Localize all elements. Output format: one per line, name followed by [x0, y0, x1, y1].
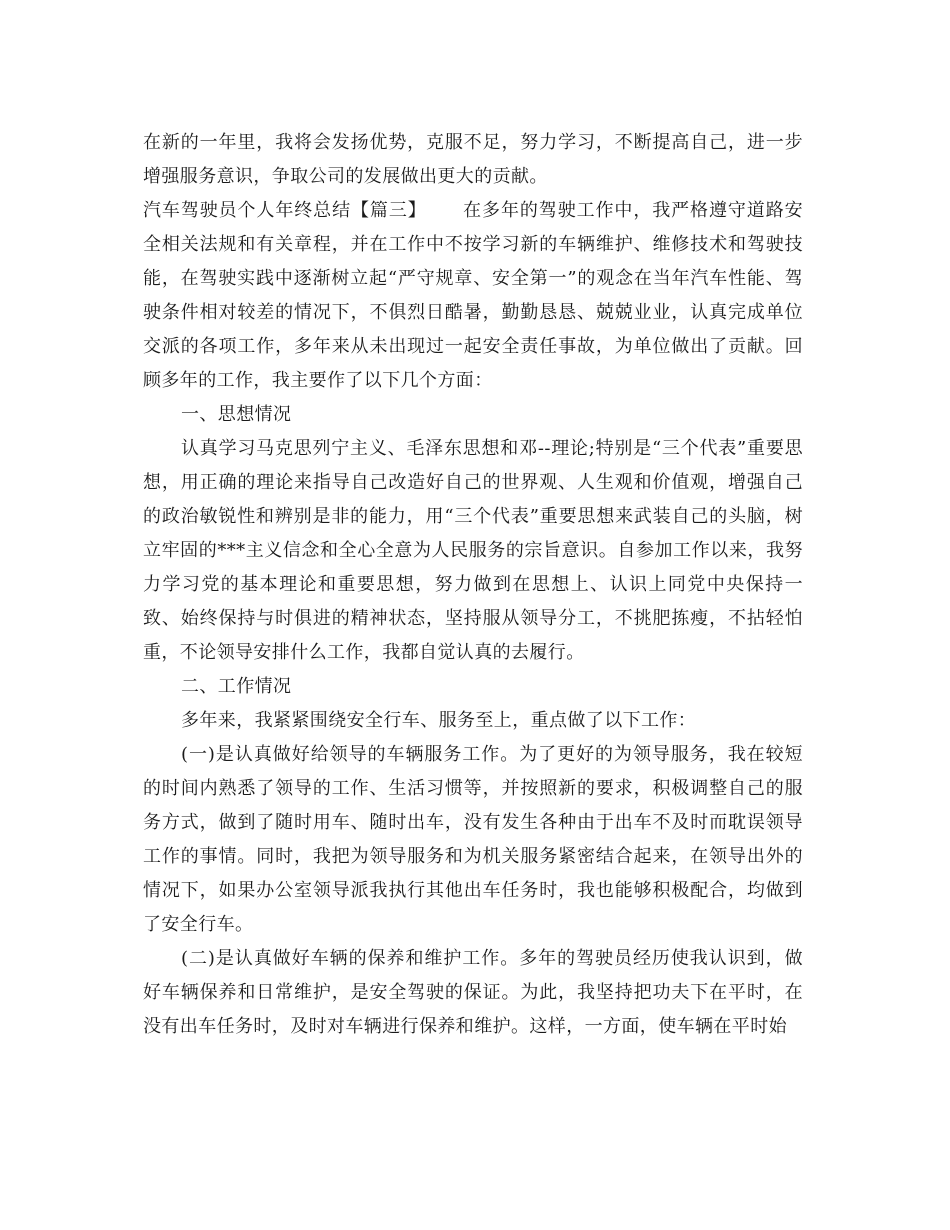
paragraph-work-intro: 多年来，我紧紧围绕安全行车、服务至上，重点做了以下工作： [181, 710, 697, 731]
paragraph-work-two: (二)是认真做好车辆的保养和维护工作。多年的驾驶员经历使我认识到，做好车辆保养和日常维护，是安全驾驶的保证。为此，我坚持把功夫下在平时，在没有出车任务时，及时对车辆进行保养和维护。这样，一方面，使车辆在平时始 [143, 948, 803, 1037]
section-heading: 汽车驾驶员个人年终总结【篇三】 [143, 200, 427, 221]
heading-work: 二、工作情况 [181, 676, 292, 697]
document-body [143, 126, 803, 1044]
section-intro-text: 在多年的驾驶工作中，我严格遵守道路安全相关法规和有关章程，并在工作中不按学习新的车辆维护、维修技术和驾驶技能，在驾驶实践中逐渐树立起“严守规章、安全第一”的观念在当年汽车性能、驾驶条件相对较差的情况下，不俱烈日酷暑，勤勤恳恳、兢兢业业，认真完成单位交派的各项工作，多年来从未出现过一起安全责任事故，为单位做出了贡献。回顾多年的工作，我主要作了以下几个方面： [143, 200, 804, 391]
heading-ideology: 一、思想情况 [181, 404, 292, 425]
paragraph-ideology: 认真学习马克思列宁主义、毛泽东思想和邓--理论;特别是“三个代表”重要思想，用正确的理论来指导自己改造好自己的世界观、人生观和价值观，增强自己的政治敏锐性和辨别是非的能力，用“三个代表”重要思想来武装自己的头脑，树立牢固的***主义信念和全心全意为人民服务的宗旨意识。自参加工作以来，我努力学习党的基本理论和重要思想，努力做到在思想上、认识上同党中央保持一致、始终保持与时俱进的精神状态，坚持服从领导分工，不挑肥拣瘦，不拈轻怕重，不论领导安排什么工作，我都自觉认真的去履行。 [143, 438, 803, 663]
paragraph-work-one: (一)是认真做好给领导的车辆服务工作。为了更好的为领导服务，我在较短的时间内熟悉了领导的工作、生活习惯等，并按照新的要求，积极调整自己的服务方式，做到了随时用车、随时出车，没有发生各种由于出车不及时而耽误领导工作的事情。同时，我把为领导服务和为机关服务紧密结合起来，在领导出外的情况下，如果办公室领导派我执行其他出车任务时，我也能够积极配合，均做到了安全行车。 [143, 744, 803, 935]
paragraph-closing: 在新的一年里，我将会发扬优势，克服不足，努力学习，不断提高自己，进一步增强服务意识，争取公司的发展做出更大的贡献。 [143, 132, 803, 187]
paragraph-section-three [143, 194, 803, 398]
